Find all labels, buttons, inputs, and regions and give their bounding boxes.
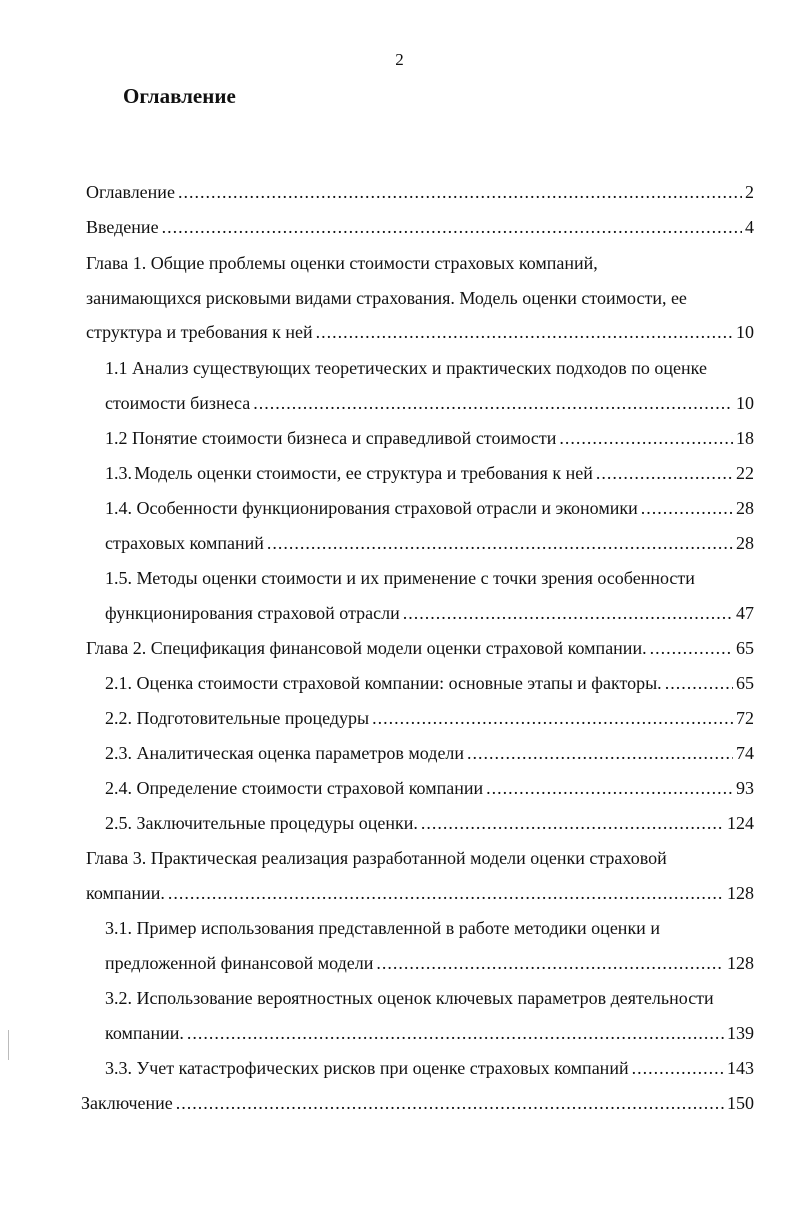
toc-entry-title: 3.3. Учет катастрофических рисков при оценке страховых компаний (105, 1058, 629, 1078)
toc-entry-chapter-2[interactable] (86, 637, 754, 659)
toc-entry-title: стоимости бизнеса (105, 393, 251, 413)
toc-entry-1-4[interactable] (105, 497, 754, 519)
toc-entry-page: 28 (736, 533, 754, 553)
dot-leader (372, 707, 733, 729)
dot-leader (641, 497, 733, 519)
toc-entry-chapter-1[interactable] (86, 321, 754, 343)
toc-entry-1-5[interactable] (105, 602, 754, 624)
toc-entry-1-4-continued[interactable] (105, 532, 754, 554)
toc-entry-page: 10 (736, 322, 754, 342)
toc-entry-title: Модель оценки стоимости, ее структура и требования к ней (134, 463, 593, 483)
dot-leader (178, 181, 742, 203)
toc-entry-1-2[interactable] (105, 427, 754, 449)
toc-entry-page: 150 (727, 1093, 754, 1113)
toc-entry-title: страховых компаний (105, 533, 264, 553)
dot-leader (162, 216, 742, 238)
toc-entry-1-3[interactable] (105, 462, 754, 484)
toc-entry-chapter-1-line-2[interactable]: занимающихся рисковыми видами страхования. Модель оценки стоимости, ее (86, 288, 687, 308)
toc-entry-3-3[interactable] (105, 1057, 754, 1079)
toc-entry-3-2[interactable] (105, 1022, 754, 1044)
dot-leader (486, 777, 733, 799)
dot-leader (632, 1057, 724, 1079)
toc-entry-chapter-1-line-1[interactable]: Глава 1. Общие проблемы оценки стоимости страховых компаний, (86, 253, 598, 273)
dot-leader (168, 882, 724, 904)
toc-entry-page: 74 (736, 743, 754, 763)
toc-entry-title: 2.1. Оценка стоимости страховой компании: основные этапы и факторы. (105, 673, 662, 693)
toc-entry-title: структура и требования к ней (86, 322, 313, 342)
dot-leader (176, 1092, 724, 1114)
toc-entry-2-3[interactable] (105, 742, 754, 764)
page-number: 2 (395, 50, 404, 69)
toc-entry-3-1-line-1[interactable]: 3.1. Пример использования представленной в работе методики оценки и (105, 918, 660, 938)
dot-leader (650, 637, 733, 659)
toc-entry-title: Оглавление (86, 182, 175, 202)
dot-leader (376, 952, 724, 974)
toc-entry-3-2-line-1[interactable]: 3.2. Использование вероятностных оценок ключевых параметров деятельности (105, 988, 714, 1008)
toc-entry-title: Глава 2. Спецификация финансовой модели оценки страховой компании. (86, 638, 647, 658)
dot-leader (253, 392, 733, 414)
toc-entry-title: 2.2. Подготовительные процедуры (105, 708, 370, 728)
scan-margin-mark (8, 1030, 9, 1060)
dot-leader (665, 672, 733, 694)
toc-entry-conclusion[interactable] (81, 1092, 754, 1114)
toc-entry-chapter-3-line-1[interactable]: Глава 3. Практическая реализация разработанной модели оценки страховой (86, 848, 667, 868)
page-title: Оглавление (123, 84, 236, 108)
toc-entry-title: предложенной финансовой модели (105, 953, 374, 973)
toc-entry-page: 47 (736, 603, 754, 623)
toc-entry-2-4[interactable] (105, 777, 754, 799)
toc-entry-page: 93 (736, 778, 754, 798)
toc-entry-page: 65 (736, 673, 754, 693)
dot-leader (316, 321, 733, 343)
toc-entry-page: 143 (727, 1058, 754, 1078)
toc-entry-2-2[interactable] (105, 707, 754, 729)
toc-entry-title: 2.4. Определение стоимости страховой компании (105, 778, 484, 798)
toc-entry-page: 18 (736, 428, 754, 448)
toc-entry-title: компании. (105, 1023, 184, 1043)
toc-entry-page: 22 (736, 463, 754, 483)
dot-leader (403, 602, 733, 624)
dot-leader (596, 462, 733, 484)
toc-entry-page: 72 (736, 708, 754, 728)
toc-entry-title: компании. (86, 883, 165, 903)
toc-entry-introduction[interactable] (86, 216, 754, 238)
dot-leader (267, 532, 733, 554)
dot-leader (421, 812, 724, 834)
toc-entry-1-1[interactable] (105, 392, 754, 414)
toc-entry-page: 128 (727, 883, 754, 903)
toc-entry-title: 1.4. Особенности функционирования страховой отрасли и экономики (105, 498, 638, 518)
toc-entry-3-1[interactable] (105, 952, 754, 974)
toc-entry-2-5[interactable] (105, 812, 754, 834)
toc-entry-page: 139 (727, 1023, 754, 1043)
toc-entry-page: 128 (727, 953, 754, 973)
toc-entry-chapter-3[interactable] (86, 882, 754, 904)
toc-entry-title: Введение (86, 217, 159, 237)
toc-entry-page: 65 (736, 638, 754, 658)
toc-entry-title: функционирования страховой отрасли (105, 603, 400, 623)
toc-entry-title: 1.2 Понятие стоимости бизнеса и справедливой стоимости (105, 428, 557, 448)
dot-leader (187, 1022, 724, 1044)
toc-entry-page: 2 (745, 182, 754, 202)
toc-entry-page: 10 (736, 393, 754, 413)
toc-entry-page: 124 (727, 813, 754, 833)
dot-leader (467, 742, 733, 764)
toc-entry-title: 2.3. Аналитическая оценка параметров модели (105, 743, 465, 763)
toc-entry-number: 1.3. (105, 463, 132, 483)
toc-entry-1-5-line-1[interactable]: 1.5. Методы оценки стоимости и их применение с точки зрения особенности (105, 568, 695, 588)
dot-leader (559, 427, 733, 449)
toc-entry-2-1[interactable] (105, 672, 754, 694)
toc-entry-page: 28 (736, 498, 754, 518)
toc-entry-contents[interactable] (86, 181, 754, 203)
toc-entry-title: Заключение (81, 1093, 173, 1113)
toc-entry-page: 4 (745, 217, 754, 237)
toc-entry-title: 2.5. Заключительные процедуры оценки. (105, 813, 418, 833)
toc-entry-1-1-line-1[interactable]: 1.1 Анализ существующих теоретических и практических подходов по оценке (105, 358, 707, 378)
